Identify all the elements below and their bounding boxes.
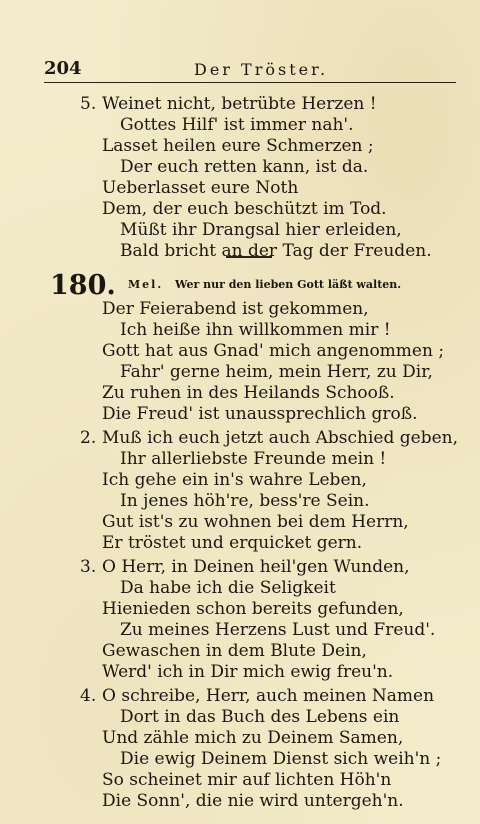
verse-line: Dort in das Buch des Lebens ein [120, 707, 400, 727]
verse-line: Müßt ihr Drangsal hier erleiden, [120, 220, 402, 240]
verse-line: Weinet nicht, betrübte Herzen ! [102, 94, 377, 114]
verse-line: Die Sonn', die nie wird untergeh'n. [102, 791, 404, 811]
verse-line: Dem, der euch beschützt im Tod. [102, 199, 387, 219]
verse-line: Fahr' gerne heim, mein Herr, zu Dir, [120, 362, 433, 382]
verse-line: Hienieden schon bereits gefunden, [102, 599, 404, 619]
verse-number: 4. [80, 686, 97, 706]
verse-line: Werd' ich in Dir mich ewig freu'n. [102, 662, 394, 682]
verse-line: Gut ist's zu wohnen bei dem Herrn, [102, 512, 409, 532]
verse-line: Ueberlasset eure Noth [102, 178, 299, 198]
verse-line: Gewaschen in dem Blute Dein, [102, 641, 367, 661]
verse-line: Muß ich euch jetzt auch Abschied geben, [102, 428, 458, 448]
melody-title: Wer nur den lieben Gott läßt walten. [175, 278, 402, 291]
verse-line: Lasset heilen eure Schmerzen ; [102, 136, 374, 156]
verse-line: O schreibe, Herr, auch meinen Namen [102, 686, 435, 706]
verse-line: In jenes höh're, bess're Sein. [120, 491, 370, 511]
hymn-number: 180. [50, 270, 116, 301]
verse-line: O Herr, in Deinen heil'gen Wunden, [102, 557, 410, 577]
verse-line: Ich gehe ein in's wahre Leben, [102, 470, 367, 490]
verse-line: So scheinet mir auf lichten Höh'n [102, 770, 392, 790]
verse-number: 2. [80, 428, 97, 448]
section-divider [226, 256, 272, 258]
verse-line: Der euch retten kann, ist da. [120, 157, 369, 177]
verse-line: Ich heiße ihn willkommen mir ! [120, 320, 391, 340]
verse-line: Da habe ich die Seligkeit [120, 578, 336, 598]
verse-number: 3. [80, 557, 97, 577]
verse-line: Gott hat aus Gnad' mich angenommen ; [102, 341, 445, 361]
verse-line: Die Freud' ist unaussprechlich groß. [102, 404, 418, 424]
verse-line: Zu ruhen in des Heilands Schooß. [102, 383, 395, 403]
verse-line: Zu meines Herzens Lust und Freud'. [120, 620, 436, 640]
melody-note [128, 278, 401, 291]
page-header [44, 58, 456, 83]
verse-number: 5. [80, 94, 97, 114]
melody-label: Mel. [128, 278, 164, 291]
verse-line: Bald bricht an der Tag der Freuden. [120, 241, 432, 261]
verse-line: Er tröstet und erquicket gern. [102, 533, 363, 553]
verse-line: Gottes Hilf' ist immer nah'. [120, 115, 354, 135]
running-title: Der Tröster. [194, 60, 329, 79]
verse-line: Der Feierabend ist gekommen, [102, 299, 369, 319]
verse-line: Ihr allerliebste Freunde mein ! [120, 449, 387, 469]
verse-line: Die ewig Deinem Dienst sich weih'n ; [120, 749, 442, 769]
verse-line: Und zähle mich zu Deinem Samen, [102, 728, 404, 748]
page-number: 204 [44, 58, 82, 79]
